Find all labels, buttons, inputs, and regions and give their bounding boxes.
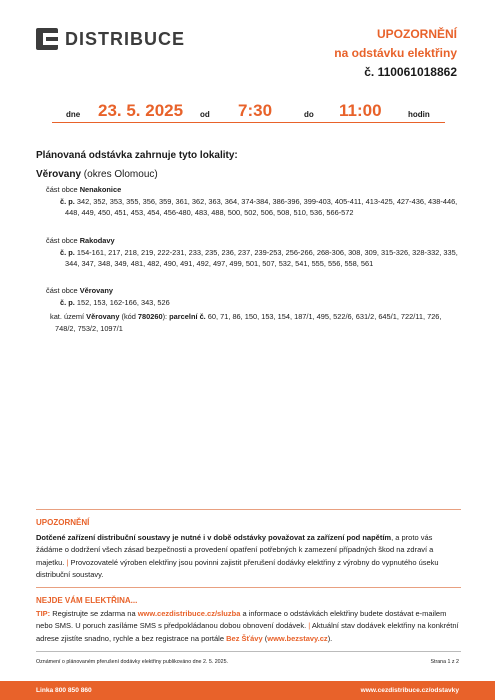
- location-part: [46, 184, 464, 219]
- house-numbers: 154-161, 217, 218, 219, 222-231, 233, 235, 236, 237, 239-253, 256-266, 268-306, 308, 309, 315-326, 328-332, 335, 344, 347, 348, 349, 481, 482, 490, 491, 492, 497, 499, 501, 507, 532, 541, 555, 556, 558, 561: [65, 247, 458, 269]
- tip-section: [36, 595, 461, 645]
- tip-paren: (: [262, 633, 268, 643]
- parcel-label: parcelní č.: [169, 312, 206, 321]
- cp-label: č. p.: [60, 196, 75, 206]
- portal-link[interactable]: www.bezstavy.cz: [267, 633, 328, 643]
- outage-date: 23. 5. 2025: [98, 101, 184, 120]
- cp-label: č. p.: [60, 247, 75, 257]
- kat-name: Věrovany: [86, 312, 120, 321]
- part-name: Věrovany: [79, 286, 113, 295]
- house-numbers: 152, 153, 162-166, 343, 526: [74, 297, 170, 307]
- kat-code: 780260: [137, 312, 163, 321]
- date-time-row: [52, 101, 445, 123]
- part-prefix: část obce: [46, 185, 80, 194]
- warning-section: [36, 517, 461, 581]
- register-link[interactable]: www.cezdistribuce.cz/sluzba: [137, 609, 241, 619]
- logo-text: DISTRIBUCE: [65, 28, 186, 49]
- page-number: Strana 1 z 2: [430, 659, 459, 665]
- cadastral-area: [46, 311, 464, 334]
- tip-text-3: Aktuální stav dodávek elektřiny na konkrétní adrese zjistíte snadno, rychle a bez registrace na portále: [36, 621, 459, 643]
- date-label: dne: [66, 110, 81, 119]
- notice-number: č. 110061018862: [364, 65, 457, 79]
- notice-header: [334, 25, 457, 82]
- warning-bold: Dotčené zařízení distribuční soustavy je nutné i v době odstávky považovat za zařízení pod napětím: [36, 533, 392, 543]
- part-prefix: část obce: [46, 236, 80, 245]
- from-label: od: [200, 110, 210, 119]
- bottom-bar: [0, 681, 495, 700]
- hours-label: hodin: [408, 110, 430, 119]
- location-part: [46, 235, 464, 270]
- tip-label: TIP:: [36, 609, 51, 619]
- tip-text: Registrujte se zdarma na: [50, 609, 138, 619]
- kat-code-pre: (kód: [119, 312, 138, 321]
- house-numbers: 342, 352, 353, 355, 356, 359, 361, 362, 363, 364, 374-384, 386-396, 399-403, 405-411, 413-425, 427-436, 438-446, 448, 449, 450, 451, 453, 454, 456-480, 483, 488, 500, 502, 506, 508, 510, 536, 566-572: [65, 196, 458, 218]
- hotline[interactable]: Linka 800 850 860: [36, 687, 92, 694]
- publication-note: Oznámení o plánovaném přerušení dodávky elektřiny publikováno dne 2. 5. 2025.: [36, 659, 228, 665]
- outage-start-time: 7:30: [238, 101, 273, 120]
- town-heading: [36, 169, 158, 180]
- portal-name: Bez Šťávy: [226, 633, 263, 643]
- warning-text-2: Provozovatelé výroben elektřiny jsou povinni zajistit přerušení dodávky elektřiny z výrobny do vypnutého úseku distribuční soustavy.: [36, 557, 439, 579]
- cp-label: č. p.: [60, 297, 75, 307]
- logo-icon: [36, 28, 58, 50]
- kat-code-post: ):: [162, 312, 170, 321]
- tip-title: NEJDE VÁM ELEKTŘINA...: [36, 596, 138, 605]
- website-link[interactable]: www.cezdistribuce.cz/odstavky: [360, 687, 459, 694]
- part-prefix: část obce: [46, 286, 80, 295]
- tip-text-2: a informace o odstávkách elektřiny budete dostávat e-mailem nebo SMS. U poruch zasíláme SMS s předpokládanou dobou obnovení dodávek.: [36, 609, 447, 631]
- notice-title: UPOZORNĚNÍ: [376, 27, 457, 41]
- to-label: do: [304, 110, 314, 119]
- outage-end-time: 11:00: [339, 101, 382, 120]
- parcel-numbers: 60, 71, 86, 150, 153, 154, 187/1, 495, 522/6, 631/2, 645/1, 722/11, 726, 748/2, 753/2, 1097/1: [55, 312, 442, 333]
- warning-title: UPOZORNĚNÍ: [36, 518, 90, 527]
- company-logo: [36, 28, 185, 50]
- location-part: [46, 285, 464, 308]
- part-name: Rakodavy: [79, 236, 115, 245]
- footer-divider: [36, 651, 461, 652]
- town-name: Věrovany: [36, 169, 82, 180]
- town-district: (okres Olomouc): [81, 169, 158, 180]
- warning-text: , a proto vás žádáme o dodržení všech zásad bezpečnosti a provedení opatření potřebných k zamezení případných škod na zdraví a majetku.: [36, 533, 434, 567]
- divider: [36, 587, 461, 588]
- tip-end: ).: [327, 633, 333, 643]
- notice-subtitle: na odstávku elektřiny: [334, 46, 457, 60]
- separator: |: [66, 557, 69, 567]
- kat-prefix: kat. území: [50, 312, 87, 321]
- divider: [36, 509, 461, 510]
- separator: |: [308, 621, 311, 631]
- locations-intro: Plánovaná odstávka zahrnuje tyto lokality:: [36, 150, 238, 161]
- part-name: Nenakonice: [79, 185, 122, 194]
